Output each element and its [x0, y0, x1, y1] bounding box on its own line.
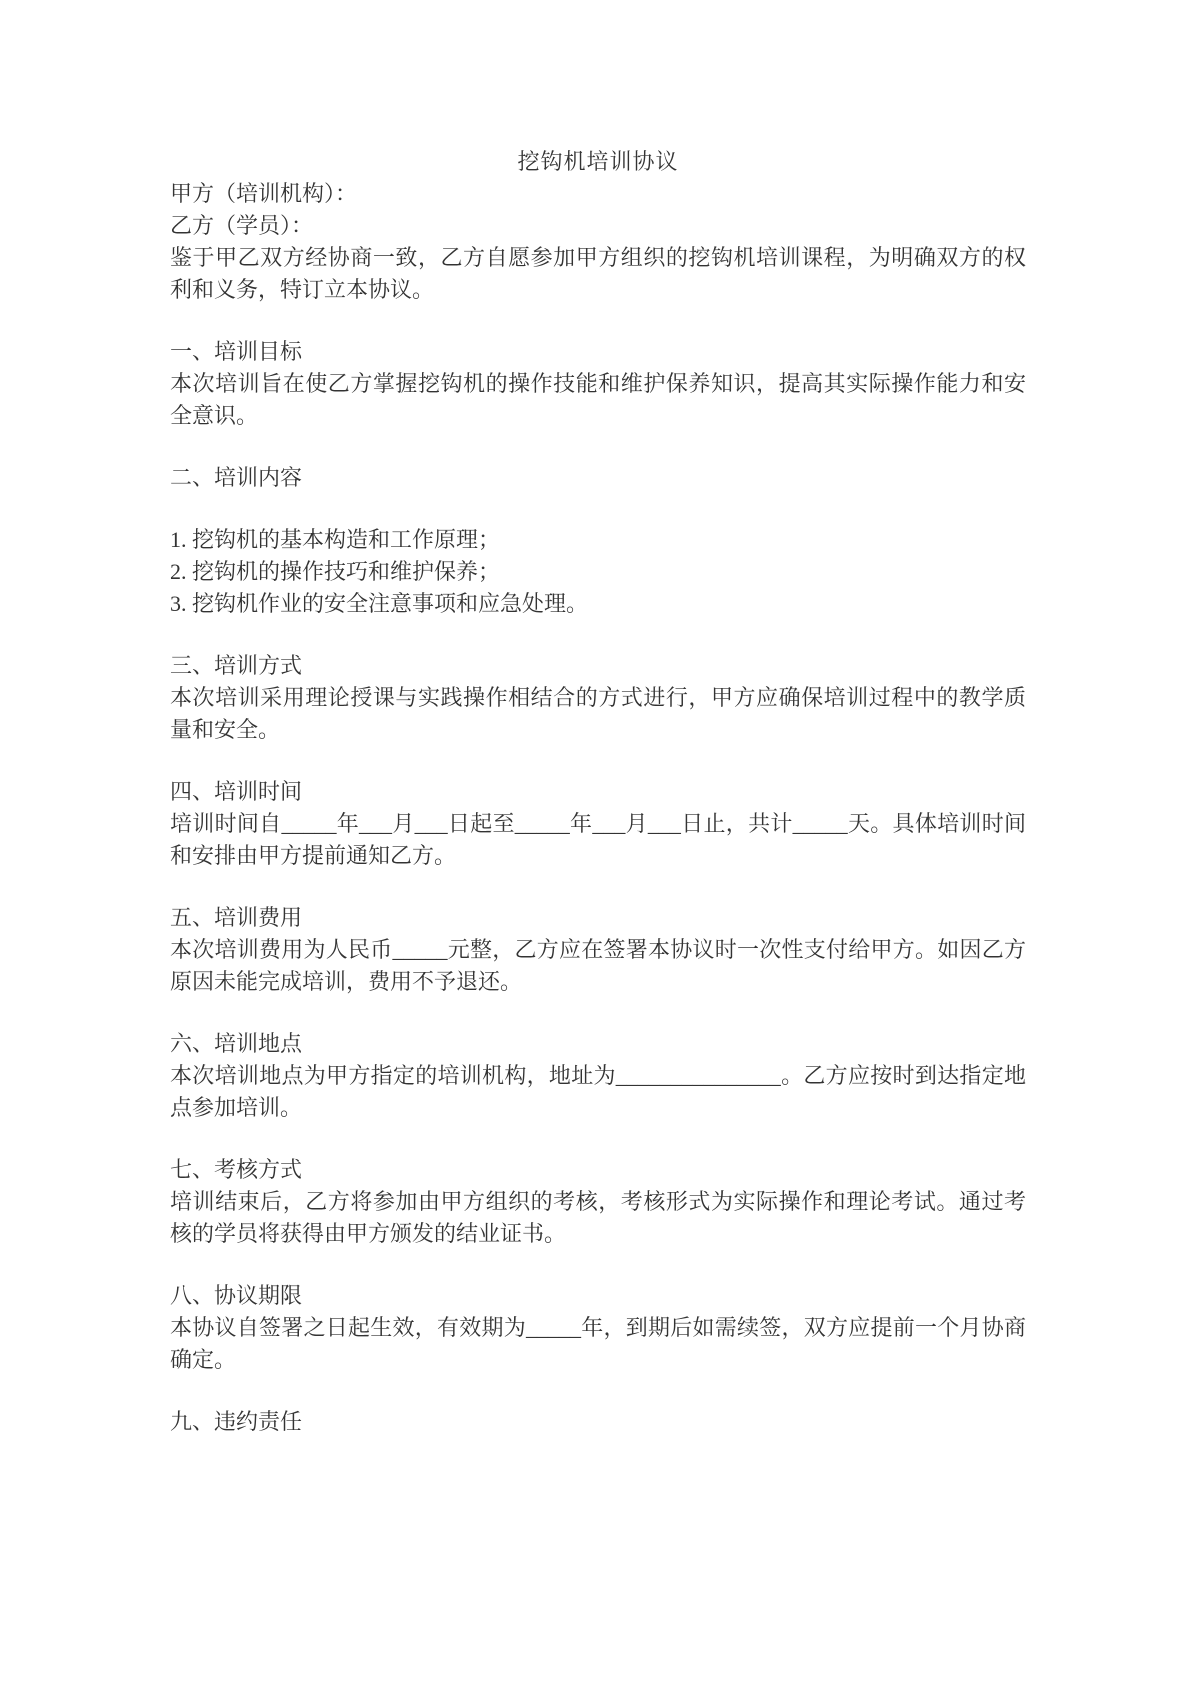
- section-6-training-location: [170, 1028, 1026, 1124]
- party-a-line: 甲方（培训机构）：: [170, 181, 358, 206]
- section-9-breach-liability: [170, 1406, 1026, 1438]
- section-1-heading: 一、培训目标: [170, 339, 303, 364]
- section-6-heading: 六、培训地点: [170, 1031, 303, 1056]
- section-8-agreement-term: [170, 1280, 1026, 1376]
- section-3-heading: 三、培训方式: [170, 653, 303, 678]
- section-2-heading: 二、培训内容: [170, 465, 303, 490]
- section-7-assessment-method: [170, 1154, 1026, 1250]
- section-9-heading: 九、违约责任: [170, 1409, 303, 1434]
- section-3-body: 本次培训采用理论授课与实践操作相结合的方式进行，甲方应确保培训过程中的教学质量和安全。: [170, 685, 1026, 742]
- preamble-paragraph: 鉴于甲乙双方经协商一致，乙方自愿参加甲方组织的挖钩机培训课程，为明确双方的权利和义务，特订立本协议。: [170, 245, 1026, 302]
- section-7-body: 培训结束后，乙方将参加由甲方组织的考核，考核形式为实际操作和理论考试。通过考核的学员将获得由甲方颁发的结业证书。: [170, 1189, 1026, 1246]
- list-item-3: 3. 挖钩机作业的安全注意事项和应急处理。: [170, 591, 589, 616]
- section-8-heading: 八、协议期限: [170, 1283, 303, 1308]
- section-6-body: 本次培训地点为甲方指定的培训机构，地址为_______________。乙方应按时到达指定地点参加培训。: [170, 1063, 1026, 1120]
- section-2-training-content: [170, 462, 1026, 620]
- list-item-1: 1. 挖钩机的基本构造和工作原理；: [170, 527, 501, 552]
- section-5-training-fee: [170, 902, 1026, 998]
- document-title: 挖钩机培训协议: [517, 149, 679, 174]
- section-3-training-method: [170, 650, 1026, 746]
- parties-block: [170, 178, 1026, 242]
- section-4-training-time: [170, 776, 1026, 872]
- section-5-heading: 五、培训费用: [170, 905, 303, 930]
- party-b-line: 乙方（学员）：: [170, 213, 314, 238]
- section-5-body: 本次培训费用为人民币_____元整，乙方应在签署本协议时一次性支付给甲方。如因乙方原因未能完成培训，费用不予退还。: [170, 937, 1026, 994]
- section-4-heading: 四、培训时间: [170, 779, 303, 804]
- section-1-body: 本次培训旨在使乙方掌握挖钩机的操作技能和维护保养知识，提高其实际操作能力和安全意识。: [170, 371, 1026, 428]
- section-1-training-objective: [170, 336, 1026, 432]
- section-4-body: 培训时间自_____年___月___日起至_____年___月___日止，共计_____天。具体培训时间和安排由甲方提前通知乙方。: [170, 811, 1026, 868]
- section-7-heading: 七、考核方式: [170, 1157, 303, 1182]
- section-8-body: 本协议自签署之日起生效，有效期为_____年，到期后如需续签，双方应提前一个月协商确定。: [170, 1315, 1026, 1372]
- training-content-list: [170, 524, 1026, 620]
- list-item-2: 2. 挖钩机的操作技巧和维护保养；: [170, 559, 501, 584]
